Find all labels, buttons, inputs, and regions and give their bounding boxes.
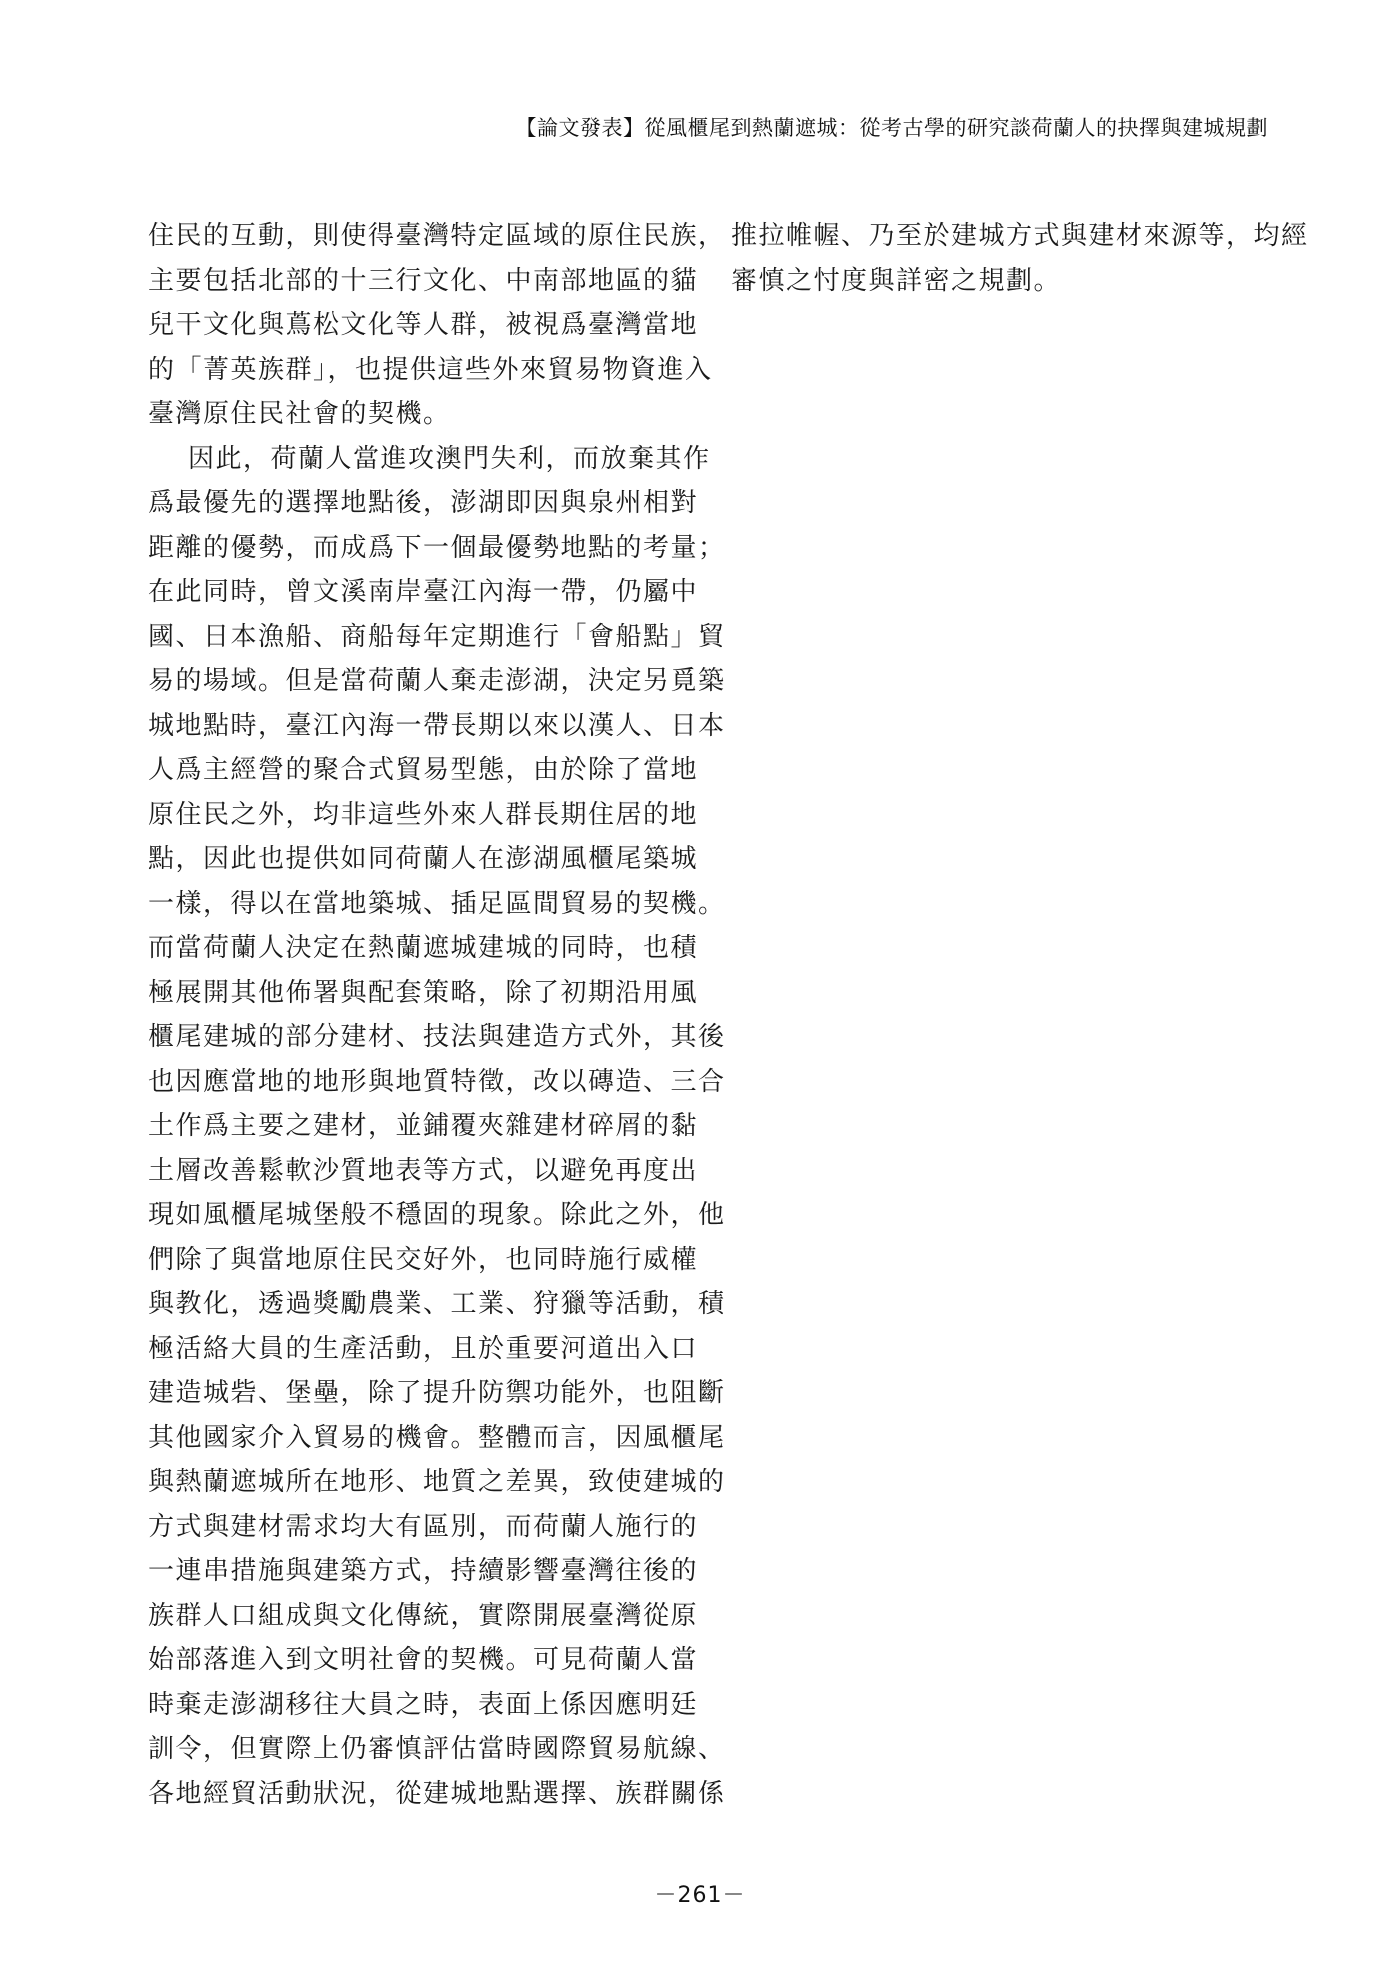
text-line: 的「菁英族群」，也提供這些外來貿易物資進入 (148, 354, 713, 385)
text-line: 始部落進入到文明社會的契機。可見荷蘭人當 (148, 1645, 699, 1675)
running-header-title: 【論文發表】從風櫃尾到熱蘭遮城：從考古學的研究談荷蘭人的抉擇與建城規劃 (515, 116, 1268, 140)
text-line: 極活絡大員的生產活動，且於重要河道出入口 (148, 1333, 699, 1364)
text-line: 易的場域。但是當荷蘭人棄走澎湖，決定另覓築 (148, 666, 726, 696)
text-line: 現如風櫃尾城堡般不穩固的現象。除此之外，他 (148, 1200, 726, 1230)
text-line: 土作爲主要之建材，並鋪覆夾雜建材碎屑的黏 (148, 1111, 699, 1141)
text-line: 兒干文化與蔦松文化等人群，被視爲臺灣當地 (148, 310, 699, 340)
text-line: 一連串措施與建築方式，持續影響臺灣往後的 (148, 1556, 699, 1586)
text-line: 方式與建材需求均大有區別，而荷蘭人施行的 (148, 1511, 699, 1542)
text-line: 各地經貿活動狀況，從建城地點選擇、族群關係 (148, 1778, 726, 1809)
text-line: 而當荷蘭人決定在熱蘭遮城建城的同時，也積 (148, 933, 699, 963)
text-line: 住民的互動，則使得臺灣特定區域的原住民族， (148, 221, 726, 251)
text-line: 人爲主經營的聚合式貿易型態，由於除了當地 (148, 755, 699, 785)
text-line: 點，因此也提供如同荷蘭人在澎湖風櫃尾築城 (148, 844, 699, 874)
right-column-text (731, 214, 1309, 303)
text-line: 原住民之外，均非這些外來人群長期住居的地 (148, 799, 699, 830)
text-line: 爲最優先的選擇地點後，澎湖即因與泉州相對 (148, 488, 699, 518)
text-line: 櫃尾建城的部分建材、技法與建造方式外，其後 (148, 1022, 726, 1052)
text-line: 與熱蘭遮城所在地形、地質之差異，致使建城的 (148, 1467, 726, 1497)
text-line: 審慎之忖度與詳密之規劃。 (731, 265, 1062, 296)
text-line: 族群人口組成與文化傳統，實際開展臺灣從原 (148, 1600, 699, 1631)
text-line: 在此同時，曾文溪南岸臺江內海一帶，仍屬中 (148, 577, 699, 607)
text-line: 土層改善鬆軟沙質地表等方式，以避免再度出 (148, 1155, 699, 1186)
text-line: 極展開其他佈署與配套策略，除了初期沿用風 (148, 977, 699, 1008)
text-line: 建造城砦、堡壘，除了提升防禦功能外，也阻斷 (148, 1378, 726, 1408)
text-line: 們除了與當地原住民交好外，也同時施行威權 (148, 1244, 699, 1275)
left-column-text (148, 214, 726, 1816)
text-line: 一樣，得以在當地築城、插足區間貿易的契機。 (148, 888, 726, 919)
text-line: 國、日本漁船、商船每年定期進行「會船點」貿 (148, 621, 726, 652)
text-line: 訓令，但實際上仍審慎評估當時國際貿易航線、 (148, 1734, 726, 1764)
page-number: －261－ (654, 1883, 746, 1908)
text-line: 與教化，透過獎勵農業、工業、狩獵等活動，積 (148, 1289, 726, 1319)
text-line: 主要包括北部的十三行文化、中南部地區的貓 (148, 265, 699, 296)
paragraph-start-line: 因此，荷蘭人當進攻澳門失利，而放棄其作 (188, 443, 711, 474)
text-line: 距離的優勢，而成爲下一個最優勢地點的考量； (148, 532, 726, 563)
text-line: 城地點時，臺江內海一帶長期以來以漢人、日本 (148, 710, 726, 741)
text-line: 其他國家介入貿易的機會。整體而言，因風櫃尾 (148, 1422, 726, 1453)
text-line: 也因應當地的地形與地質特徵，改以磚造、三合 (148, 1066, 726, 1097)
text-line: 時棄走澎湖移往大員之時，表面上係因應明廷 (148, 1689, 699, 1720)
text-line: 臺灣原住民社會的契機。 (148, 399, 451, 429)
text-line: 推拉帷幄、乃至於建城方式與建材來源等，均經 (731, 221, 1309, 251)
